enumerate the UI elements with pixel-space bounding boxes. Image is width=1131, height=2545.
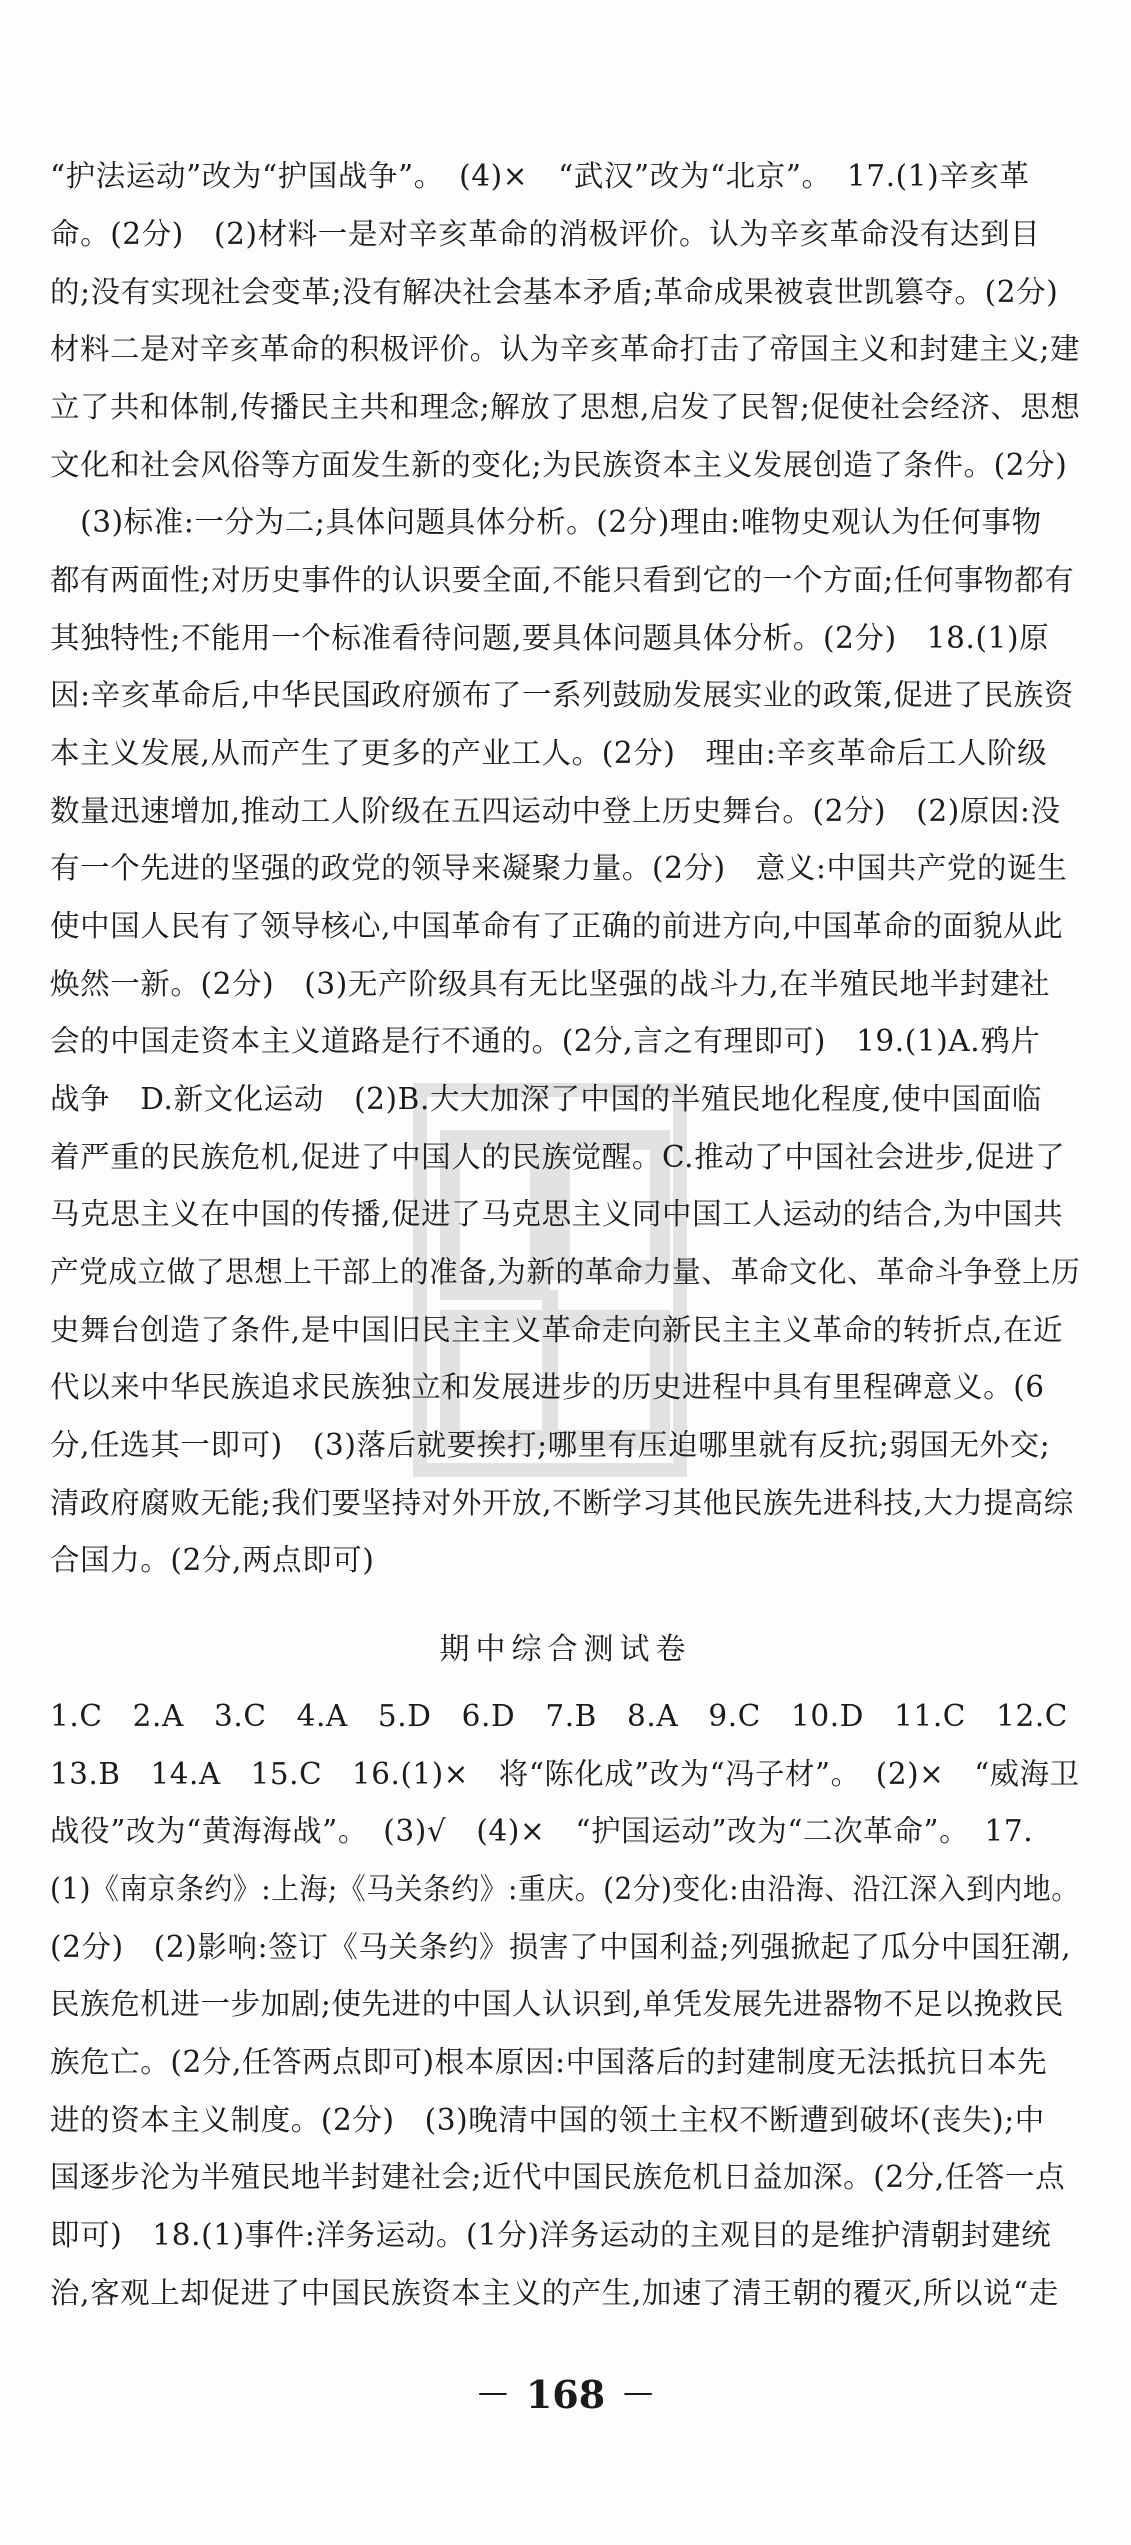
text-line: 进的资本主义制度。(2分) (3)晚清中国的领土主权不断遭到破坏(丧失);中 bbox=[50, 2103, 1045, 2137]
text-line: 民族危机进一步加剧;使先进的中国人认识到,单凭发展先进器物不足以挽救民 bbox=[50, 1987, 1064, 2021]
text-line: 分,任选其一即可) (3)落后就要挨打;哪里有压迫哪里就有反抗;弱国无外交; bbox=[50, 1428, 1051, 1462]
text-line: 代以来中华民族追求民族独立和发展进步的历史进程中具有里程碑意义。(6 bbox=[50, 1370, 1045, 1404]
text-line: 焕然一新。(2分) (3)无产阶级具有无比坚强的战斗力,在半殖民地半封建社 bbox=[50, 967, 1051, 1001]
text-line: 国逐步沦为半殖民地半封建社会;近代中国民族危机日益加深。(2分,任答一点 bbox=[50, 2160, 1066, 2194]
text-line: 命。(2分) (2)材料一是对辛亥革命的消极评价。认为辛亥革命没有达到目 bbox=[50, 217, 1041, 251]
text-line: 产党成立做了思想上干部上的准备,为新的革命力量、革命文化、革命斗争登上历 bbox=[50, 1255, 1081, 1289]
text-line: 数量迅速增加,推动工人阶级在五四运动中登上历史舞台。(2分) (2)原因:没 bbox=[50, 794, 1061, 828]
section-title: 期中综合测试卷 bbox=[439, 1632, 692, 1667]
text-line: 材料二是对辛亥革命的积极评价。认为辛亥革命打击了帝国主义和封建主义;建 bbox=[50, 332, 1080, 366]
page-number: 168 bbox=[525, 2372, 606, 2417]
page-footer bbox=[0, 2372, 1131, 2417]
text-line: (3)标准:一分为二;具体问题具体分析。(2分)理由:唯物史观认为任何事物 bbox=[50, 505, 1042, 539]
text-line: 都有两面性;对历史事件的认识要全面,不能只看到它的一个方面;任何事物都有 bbox=[50, 563, 1075, 597]
text-line: 战争 D.新文化运动 (2)B.大大加深了中国的半殖民地化程度,使中国面临 bbox=[50, 1082, 1042, 1116]
text-line: 的;没有实现社会变革;没有解决社会基本矛盾;革命成果被袁世凯篡夺。(2分) bbox=[50, 275, 1059, 309]
text-line: 使中国人民有了领导核心,中国革命有了正确的前进方向,中国革命的面貌从此 bbox=[50, 909, 1064, 943]
text-line: 1.C 2.A 3.C 4.A 5.D 6.D 7.B 8.A 9.C 10.D 11.C 12.C bbox=[50, 1699, 1068, 1733]
text-line: 族危亡。(2分,任答两点即可)根本原因:中国落后的封建制度无法抵抗日本先 bbox=[50, 2045, 1048, 2079]
text-line: (1)《南京条约》:上海;《马关条约》:重庆。(2分)变化:由沿海、沿江深入到内地。 bbox=[50, 1872, 1080, 1906]
text-line: (2分) (2)影响:签订《马关条约》损害了中国利益;列强掀起了瓜分中国狂潮, bbox=[50, 1930, 1072, 1964]
text-line: 着严重的民族危机,促进了中国人的民族觉醒。C.推动了中国社会进步,促进了 bbox=[50, 1140, 1066, 1174]
text-line: 马克思主义在中国的传播,促进了马克思主义同中国工人运动的结合,为中国共 bbox=[50, 1197, 1064, 1231]
text-line: “护法运动”改为“护国战争”。 (4)× “武汉”改为“北京”。 17.(1)辛亥革 bbox=[50, 159, 1030, 193]
footer-dash: — bbox=[477, 2375, 508, 2410]
text-line: 即可) 18.(1)事件:洋务运动。(1分)洋务运动的主观目的是维护清朝封建统 bbox=[50, 2218, 1052, 2252]
text-line: 13.B 14.A 15.C 16.(1)× 将“陈化成”改为“冯子材”。 (2)× “威海卫 bbox=[50, 1757, 1080, 1791]
text-line: 治,客观上却促进了中国民族资本主义的产生,加速了清王朝的覆灭,所以说“走 bbox=[50, 2276, 1059, 2310]
text-line: 文化和社会风俗等方面发生新的变化;为民族资本主义发展创造了条件。(2分) bbox=[50, 448, 1068, 482]
text-line: 其独特性;不能用一个标准看待问题,要具体问题具体分析。(2分) 18.(1)原 bbox=[50, 621, 1050, 655]
footer-dash: — bbox=[623, 2375, 654, 2410]
text-line: 本主义发展,从而产生了更多的产业工人。(2分) 理由:辛亥革命后工人阶级 bbox=[50, 736, 1048, 770]
text-line: 会的中国走资本主义道路是行不通的。(2分,言之有理即可) 19.(1)A.鸦片 bbox=[50, 1024, 1041, 1058]
text-line: 立了共和体制,传播民主共和理念;解放了思想,启发了民智;促使社会经济、思想 bbox=[50, 390, 1081, 424]
text-line: 因:辛亥革命后,中华民国政府颁布了一系列鼓励发展实业的政策,促进了民族资 bbox=[50, 678, 1074, 712]
text-line: 史舞台创造了条件,是中国旧民主主义革命走向新民主主义革命的转折点,在近 bbox=[50, 1313, 1064, 1347]
text-line: 战役”改为“黄海海战”。 (3)√ (4)× “护国运动”改为“二次革命”。 17. bbox=[50, 1814, 1034, 1848]
text-line: 清政府腐败无能;我们要坚持对外开放,不断学习其他民族先进科技,大力提高综 bbox=[50, 1486, 1074, 1520]
text-line: 有一个先进的坚强的政党的领导来凝聚力量。(2分) 意义:中国共产党的诞生 bbox=[50, 851, 1068, 885]
text-line: 合国力。(2分,两点即可) bbox=[50, 1543, 375, 1577]
